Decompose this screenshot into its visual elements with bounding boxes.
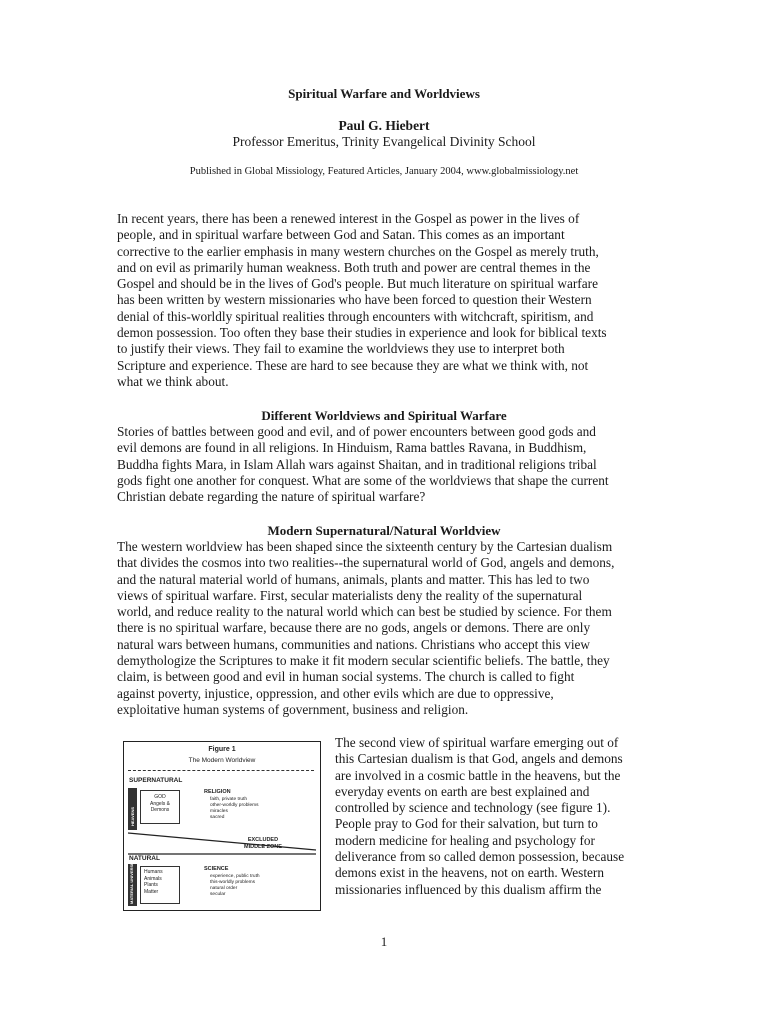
- god-box-line: GOD: [154, 794, 166, 800]
- page-number: 1: [380, 934, 388, 949]
- paragraph-intro: [117, 211, 637, 390]
- text-line: missionaries influenced by this dualism affirm the: [335, 881, 602, 897]
- text-line: demythologize the Scriptures to make it fit modern secular scientific beliefs. The battle, they: [117, 653, 610, 669]
- text-line: modern medicine for healing and psychology for: [335, 832, 595, 848]
- document-title: Spiritual Warfare and Worldviews: [288, 86, 480, 101]
- text-line: Gospel and should be in the lives of God's people. But much literature on spiritual warfare: [117, 276, 598, 292]
- material-side-bar: [128, 864, 137, 906]
- human-box-line: Animals: [144, 875, 162, 882]
- author-affiliation: Professor Emeritus, Trinity Evangelical Divinity School: [232, 134, 536, 149]
- text-line: world, and reduce reality to the natural world which can best be studied by science. For them: [117, 604, 612, 620]
- text-line: denial of this-worldly spiritual realities through encounters with witchcraft, spiritism, and: [117, 308, 594, 324]
- religion-heading: RELIGION: [204, 789, 231, 795]
- text-line: Christian debate regarding the nature of spiritual warfare?: [117, 489, 426, 505]
- text-line: there is no spiritual warfare, because there are no gods, angels or demons. There are only: [117, 620, 591, 636]
- text-line: gods fight one another for conquest. What are some of the worldviews that shape the current: [117, 472, 609, 488]
- text-line: In recent years, there has been a renewed interest in the Gospel as power in the lives of: [117, 211, 580, 226]
- text-line: to justify their views. They fail to examine the worldviews they use to interpret both: [117, 341, 565, 357]
- science-list: [210, 874, 260, 898]
- publication-note: Published in Global Missiology, Featured Articles, January 2004, www.globalmissiology.net: [189, 166, 579, 177]
- science-heading: SCIENCE: [204, 866, 229, 872]
- text-line: claim, is between good and evil in human social systems. The church is called to fight: [117, 669, 575, 685]
- science-item: natural order: [210, 886, 238, 891]
- text-line: deliverance from so called demon possession, because: [335, 849, 625, 865]
- text-line: corrective to the earlier emphasis in many western churches on the Gospel as merely truth,: [117, 243, 599, 259]
- text-line: this Cartesian dualism is that God, angels and demons: [335, 751, 623, 767]
- figure-subtitle: The Modern Worldview: [188, 757, 256, 764]
- human-box-line: Matter: [144, 888, 159, 895]
- human-box-line: Plants: [144, 882, 158, 888]
- religion-item: other-worldly problems: [210, 803, 259, 808]
- excluded-middle-zone-label: [244, 837, 282, 851]
- text-line: that divides the cosmos into two realities--the supernatural world of God, angels and demons,: [117, 555, 615, 571]
- human-box: [140, 866, 180, 904]
- figure-title: Figure 1: [208, 746, 236, 753]
- paragraph-second-view: [335, 735, 645, 898]
- section-heading-modern: Modern Supernatural/Natural Worldview: [267, 523, 501, 538]
- heavens-label: HEAVENS: [130, 806, 135, 826]
- science-item: secular: [210, 892, 226, 897]
- human-box-line: Humans: [144, 869, 163, 875]
- excluded-line: EXCLUDED: [247, 837, 279, 843]
- paragraph-modern: [117, 539, 637, 718]
- text-line: demon possession. Too often they base their studies in experience and look for biblical texts: [117, 325, 607, 341]
- text-line: has been written by western missionaries who have been forced to question their Western: [117, 292, 592, 308]
- text-line: evil demons are found in all religions. In Hinduism, Rama battles Ravana, in Buddhism,: [117, 440, 587, 456]
- god-box-line: Angels &: [149, 800, 170, 807]
- natural-label: NATURAL: [129, 855, 160, 862]
- text-line: controlled by science and technology (see figure 1).: [335, 800, 611, 816]
- text-line: Buddha fights Mara, in Islam Allah wars against Shaitan, and in traditional religions tribal: [117, 456, 597, 472]
- text-line: everyday events on earth are best explained and: [335, 783, 590, 799]
- paragraph-worldviews: [117, 424, 637, 505]
- god-box-line: Demons: [150, 807, 170, 813]
- text-line: natural wars between humans, communities and nations. Christians who accept this view: [117, 636, 591, 652]
- text-line: Stories of battles between good and evil, and of power encounters between good gods and: [117, 424, 596, 439]
- religion-item: sacred: [210, 815, 225, 820]
- supernatural-label: SUPERNATURAL: [129, 777, 183, 784]
- religion-item: miracles: [210, 809, 228, 814]
- text-line: are involved in a cosmic battle in the heavens, but the: [335, 767, 621, 783]
- text-line: Scripture and experience. These are hard to see because they are what we think with, not: [117, 357, 589, 373]
- material-universe-label: MATERIAL UNIVERSE: [129, 862, 134, 904]
- text-line: and on evil as primarily human weakness. Both truth and power are central themes in the: [117, 259, 591, 275]
- excluded-line: MIDDLE ZONE: [244, 844, 282, 850]
- text-line: and the natural material world of humans, animals, plants and matter. This has led to two: [117, 571, 590, 587]
- text-line: The western worldview has been shaped since the sixteenth century by the Cartesian dualism: [117, 539, 613, 554]
- religion-item: faith, private truth: [210, 797, 248, 802]
- text-line: against poverty, injustice, oppression, and other evils which are due to oppressive,: [117, 685, 554, 701]
- text-line: people, and in spiritual warfare between God and Satan. This comes as an important: [117, 227, 565, 243]
- section-heading-worldviews: Different Worldviews and Spiritual Warfare: [261, 408, 507, 423]
- text-line: demons exist in the heavens, not on earth. Western: [335, 865, 604, 881]
- text-line: The second view of spiritual warfare emerging out of: [335, 735, 619, 750]
- figure-modern-worldview: [123, 741, 321, 911]
- author-name: Paul G. Hiebert: [338, 118, 430, 133]
- upper-boundary-line: [128, 833, 316, 850]
- science-item: this-worldly problems: [210, 880, 256, 885]
- text-line: views of spiritual warfare. First, secular materialists deny the reality of the supernatural: [117, 587, 583, 603]
- text-line: what we think about.: [117, 373, 229, 389]
- text-line: People pray to God for their salvation, but turn to: [335, 816, 598, 832]
- text-line: exploitative human systems of government, business and religion.: [117, 701, 469, 717]
- science-item: experience, public truth: [210, 874, 260, 879]
